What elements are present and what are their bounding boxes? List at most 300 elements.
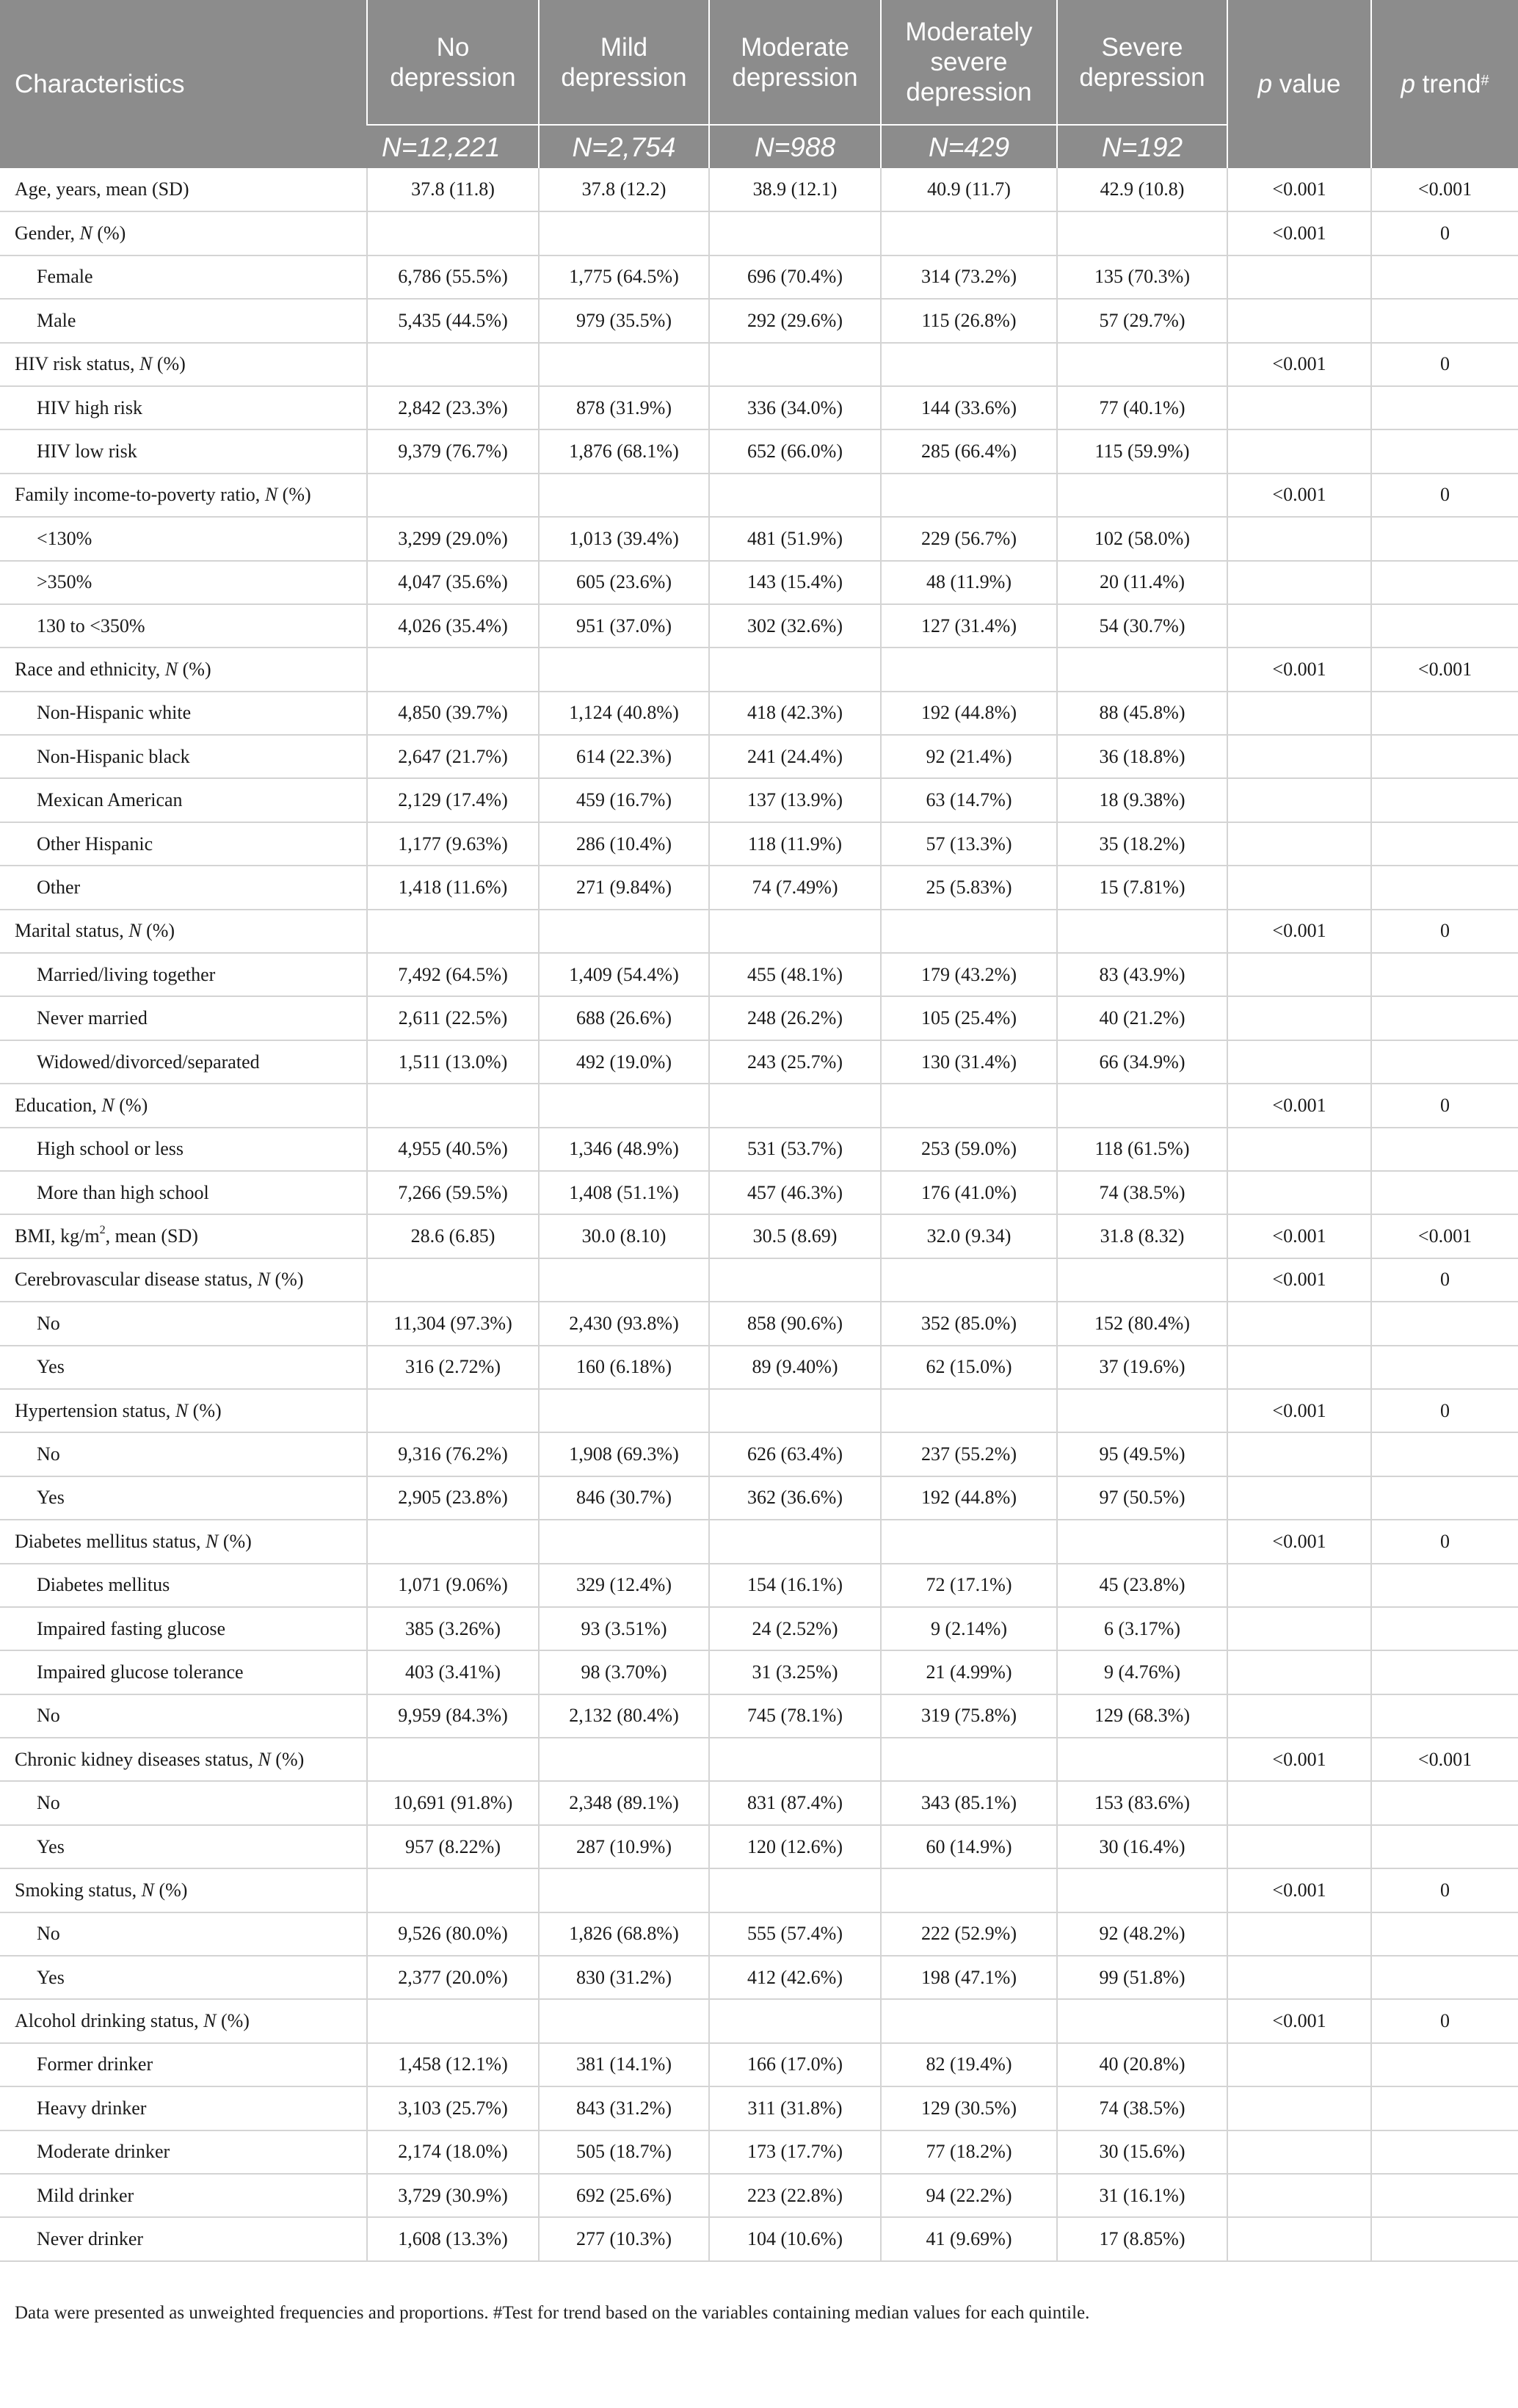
table-cell (1057, 1084, 1227, 1127)
header-row (0, 0, 1518, 125)
table-cell: 40 (20.8%) (1057, 2043, 1227, 2086)
p-value-cell (1227, 1912, 1371, 1956)
table-row-subcategory (0, 1346, 1518, 1389)
header-p-value: p value (1227, 0, 1371, 168)
table-cell: 88 (45.8%) (1057, 692, 1227, 735)
p-trend-cell: 0 (1371, 1868, 1518, 1912)
p-value-cell: <0.001 (1227, 1868, 1371, 1912)
header-line: Moderately (905, 18, 1033, 46)
table-row-subcategory (0, 1912, 1518, 1956)
p-value-cell (1227, 1956, 1371, 1999)
row-label: Impaired glucose tolerance (0, 1650, 367, 1694)
p-trend-cell (1371, 2130, 1518, 2174)
table-cell (1057, 1258, 1227, 1302)
table-cell: 1,418 (11.6%) (367, 866, 539, 909)
table-cell (1057, 474, 1227, 517)
row-label: No (0, 1694, 367, 1738)
table-cell (709, 343, 881, 386)
table-cell (881, 1738, 1057, 1781)
table-cell: 15 (7.81%) (1057, 866, 1227, 909)
row-label: Marital status, N (%) (0, 910, 367, 953)
table-cell: 614 (22.3%) (539, 735, 709, 778)
table-cell (367, 474, 539, 517)
row-label: HIV risk status, N (%) (0, 343, 367, 386)
table-cell: 626 (63.4%) (709, 1432, 881, 1476)
table-cell: 1,458 (12.1%) (367, 2043, 539, 2086)
table-cell: 77 (40.1%) (1057, 386, 1227, 429)
row-label: No (0, 1781, 367, 1824)
table-cell (881, 343, 1057, 386)
table-cell: 455 (48.1%) (709, 953, 881, 996)
table-row-category (0, 1520, 1518, 1563)
table-cell: 154 (16.1%) (709, 1564, 881, 1607)
table-cell: 57 (13.3%) (881, 822, 1057, 866)
table-cell: 20 (11.4%) (1057, 561, 1227, 604)
table-cell: 30 (16.4%) (1057, 1825, 1227, 1868)
table-cell: 38.9 (12.1) (709, 168, 881, 211)
p-value-cell (1227, 866, 1371, 909)
table-cell (539, 648, 709, 691)
table-row-subcategory (0, 1956, 1518, 1999)
table-cell: 2,611 (22.5%) (367, 996, 539, 1040)
table-cell (881, 1389, 1057, 1432)
table-row-subcategory (0, 778, 1518, 822)
table-cell: 144 (33.6%) (881, 386, 1057, 429)
table-cell: 176 (41.0%) (881, 1171, 1057, 1214)
table-cell: 481 (51.9%) (709, 517, 881, 560)
table-row-subcategory (0, 1171, 1518, 1214)
p-value-cell (1227, 1128, 1371, 1171)
table-cell: 36 (18.8%) (1057, 735, 1227, 778)
row-label: Chronic kidney diseases status, N (%) (0, 1738, 367, 1781)
table-cell: 2,430 (93.8%) (539, 1302, 709, 1345)
table-row-subcategory (0, 1128, 1518, 1171)
table-cell (539, 211, 709, 255)
table-row-subcategory (0, 386, 1518, 429)
table-cell: 57 (29.7%) (1057, 299, 1227, 342)
p-trend-cell (1371, 255, 1518, 299)
table-row-subcategory (0, 1302, 1518, 1345)
row-label: HIV high risk (0, 386, 367, 429)
table-cell: 286 (10.4%) (539, 822, 709, 866)
table-cell (367, 1868, 539, 1912)
table-cell: 3,729 (30.9%) (367, 2174, 539, 2217)
table-cell: 153 (83.6%) (1057, 1781, 1227, 1824)
table-row-category (0, 1738, 1518, 1781)
table-row-subcategory (0, 1781, 1518, 1824)
row-label: Other (0, 866, 367, 909)
p-trend-cell: 0 (1371, 211, 1518, 255)
row-label: Never married (0, 996, 367, 1040)
table-cell: 95 (49.5%) (1057, 1432, 1227, 1476)
table-row-subcategory (0, 692, 1518, 735)
header-line: Mild (600, 32, 648, 62)
p-value-cell (1227, 255, 1371, 299)
table-cell: 152 (80.4%) (1057, 1302, 1227, 1345)
table-cell: 316 (2.72%) (367, 1346, 539, 1389)
table-row-subcategory (0, 2217, 1518, 2260)
table-cell: 492 (19.0%) (539, 1040, 709, 1084)
table-row-category (0, 1389, 1518, 1432)
table-cell: 1,408 (51.1%) (539, 1171, 709, 1214)
table-cell (709, 1084, 881, 1127)
p-value-cell (1227, 1607, 1371, 1650)
table-row-subcategory (0, 735, 1518, 778)
table-row-subcategory (0, 2043, 1518, 2086)
p-trend-cell: 0 (1371, 474, 1518, 517)
p-trend-cell (1371, 1825, 1518, 1868)
table-row-category (0, 910, 1518, 953)
p-value-cell: <0.001 (1227, 1258, 1371, 1302)
row-label: Yes (0, 1346, 367, 1389)
table-cell: 531 (53.7%) (709, 1128, 881, 1171)
header-moderately-severe-depression (881, 0, 1057, 125)
p-trend-cell (1371, 1564, 1518, 1607)
header-n-moderately-severe-depression: N=429 (881, 125, 1057, 168)
table-cell (1057, 1389, 1227, 1432)
p-value-cell (1227, 735, 1371, 778)
table-cell: 48 (11.9%) (881, 561, 1057, 604)
p-value-cell (1227, 561, 1371, 604)
header-severe-depression (1057, 0, 1227, 125)
table-cell: 223 (22.8%) (709, 2174, 881, 2217)
table-cell: 105 (25.4%) (881, 996, 1057, 1040)
table-cell: 858 (90.6%) (709, 1302, 881, 1345)
table-cell: 2,905 (23.8%) (367, 1476, 539, 1520)
table-cell: 40 (21.2%) (1057, 996, 1227, 1040)
table-cell: 31 (16.1%) (1057, 2174, 1227, 2217)
table-cell: 6,786 (55.5%) (367, 255, 539, 299)
table-row-subcategory (0, 1825, 1518, 1868)
row-label: No (0, 1432, 367, 1476)
p-value-cell (1227, 2086, 1371, 2130)
table-cell (539, 1389, 709, 1432)
table-cell: 104 (10.6%) (709, 2217, 881, 2260)
table-cell: 45 (23.8%) (1057, 1564, 1227, 1607)
table-cell: 143 (15.4%) (709, 561, 881, 604)
p-value-cell (1227, 517, 1371, 560)
table-cell: 253 (59.0%) (881, 1128, 1057, 1171)
table-header (0, 0, 1518, 168)
p-value-cell: <0.001 (1227, 1389, 1371, 1432)
row-label: Age, years, mean (SD) (0, 168, 367, 211)
table-cell: 37.8 (11.8) (367, 168, 539, 211)
table-cell (367, 1084, 539, 1127)
p-trend-cell: 0 (1371, 910, 1518, 953)
p-trend-cell (1371, 604, 1518, 648)
table-row-subcategory (0, 429, 1518, 473)
table-cell (1057, 343, 1227, 386)
table-cell (881, 1520, 1057, 1563)
p-trend-cell: 0 (1371, 1258, 1518, 1302)
table-cell (539, 343, 709, 386)
table-row-category (0, 168, 1518, 211)
table-cell: 37.8 (12.2) (539, 168, 709, 211)
p-value-cell (1227, 604, 1371, 648)
p-value-cell: <0.001 (1227, 474, 1371, 517)
table-cell: 77 (18.2%) (881, 2130, 1057, 2174)
table-cell (367, 910, 539, 953)
table-cell (1057, 1999, 1227, 2042)
p-trend-cell (1371, 822, 1518, 866)
row-label: Widowed/divorced/separated (0, 1040, 367, 1084)
p-trend-cell: <0.001 (1371, 1738, 1518, 1781)
table-cell: 92 (48.2%) (1057, 1912, 1227, 1956)
header-line: depression (1079, 62, 1205, 92)
table-row-subcategory (0, 953, 1518, 996)
row-label: Race and ethnicity, N (%) (0, 648, 367, 691)
row-label: Male (0, 299, 367, 342)
table-cell: 229 (56.7%) (881, 517, 1057, 560)
p-trend-cell (1371, 1476, 1518, 1520)
table-cell (709, 1738, 881, 1781)
row-label: Non-Hispanic white (0, 692, 367, 735)
table-cell (881, 1084, 1057, 1127)
table-cell: 688 (26.6%) (539, 996, 709, 1040)
table-cell: 135 (70.3%) (1057, 255, 1227, 299)
table-cell: 198 (47.1%) (881, 1956, 1057, 1999)
table-row-subcategory (0, 1564, 1518, 1607)
p-trend-cell (1371, 2217, 1518, 2260)
table-cell: 25 (5.83%) (881, 866, 1057, 909)
header-p-trend: p trend# (1371, 0, 1518, 168)
table-cell: 30.0 (8.10) (539, 1214, 709, 1258)
table-cell: 179 (43.2%) (881, 953, 1057, 996)
row-label: No (0, 1302, 367, 1345)
table-cell: 2,348 (89.1%) (539, 1781, 709, 1824)
table-cell (367, 1738, 539, 1781)
table-cell: 2,377 (20.0%) (367, 1956, 539, 1999)
p-value-cell (1227, 2217, 1371, 2260)
table-row-category (0, 1868, 1518, 1912)
table-cell (367, 343, 539, 386)
table-cell: 336 (34.0%) (709, 386, 881, 429)
row-label: Family income-to-poverty ratio, N (%) (0, 474, 367, 517)
table-cell: 457 (46.3%) (709, 1171, 881, 1214)
p-value-cell: <0.001 (1227, 168, 1371, 211)
header-line: severe (930, 48, 1008, 76)
p-value-cell (1227, 2130, 1371, 2174)
table-cell (709, 1389, 881, 1432)
table-cell (539, 1084, 709, 1127)
p-value-cell: <0.001 (1227, 1738, 1371, 1781)
table-cell (1057, 1868, 1227, 1912)
table-cell (709, 648, 881, 691)
p-value-cell (1227, 1346, 1371, 1389)
row-label: Moderate drinker (0, 2130, 367, 2174)
row-label: Hypertension status, N (%) (0, 1389, 367, 1432)
table-cell: 878 (31.9%) (539, 386, 709, 429)
p-trend-cell: 0 (1371, 1520, 1518, 1563)
table-cell: 130 (31.4%) (881, 1040, 1057, 1084)
p-trend-cell: <0.001 (1371, 168, 1518, 211)
p-trend-cell: 0 (1371, 343, 1518, 386)
table-cell: 35 (18.2%) (1057, 822, 1227, 866)
table-cell: 343 (85.1%) (881, 1781, 1057, 1824)
p-trend-cell (1371, 1694, 1518, 1738)
p-trend-cell (1371, 1432, 1518, 1476)
table-row-subcategory (0, 996, 1518, 1040)
p-trend-cell (1371, 1302, 1518, 1345)
table-cell: 83 (43.9%) (1057, 953, 1227, 996)
table-cell: 74 (38.5%) (1057, 1171, 1227, 1214)
table-cell: 31 (3.25%) (709, 1650, 881, 1694)
table-cell: 302 (32.6%) (709, 604, 881, 648)
header-line: depression (561, 62, 687, 92)
table-cell: 459 (16.7%) (539, 778, 709, 822)
row-label: Other Hispanic (0, 822, 367, 866)
table-cell: 329 (12.4%) (539, 1564, 709, 1607)
header-n-moderate-depression: N=988 (709, 125, 881, 168)
table-cell (881, 1868, 1057, 1912)
table-cell: 2,842 (23.3%) (367, 386, 539, 429)
table-cell (709, 1520, 881, 1563)
table-cell: 555 (57.4%) (709, 1912, 881, 1956)
header-line: depression (906, 78, 1032, 106)
table-cell: 120 (12.6%) (709, 1825, 881, 1868)
row-label: Former drinker (0, 2043, 367, 2086)
table-cell: 9 (2.14%) (881, 1607, 1057, 1650)
p-value-cell: <0.001 (1227, 1520, 1371, 1563)
p-trend-cell (1371, 1607, 1518, 1650)
p-value-cell (1227, 2174, 1371, 2217)
p-value-cell: <0.001 (1227, 910, 1371, 953)
table-cell: 24 (2.52%) (709, 1607, 881, 1650)
p-value-cell (1227, 429, 1371, 473)
table-cell: 352 (85.0%) (881, 1302, 1057, 1345)
table-cell: 311 (31.8%) (709, 2086, 881, 2130)
table-cell: 54 (30.7%) (1057, 604, 1227, 648)
row-label: 130 to <350% (0, 604, 367, 648)
table-row-category (0, 1258, 1518, 1302)
table-row-subcategory (0, 2130, 1518, 2174)
header-moderate-depression (709, 0, 881, 125)
table-cell: 319 (75.8%) (881, 1694, 1057, 1738)
p-trend-cell (1371, 429, 1518, 473)
p-value-cell: <0.001 (1227, 343, 1371, 386)
p-trend-cell (1371, 1346, 1518, 1389)
table-cell (881, 1999, 1057, 2042)
table-cell (367, 211, 539, 255)
row-label: Yes (0, 1956, 367, 1999)
table-cell: 127 (31.4%) (881, 604, 1057, 648)
table-cell (539, 1999, 709, 2042)
table-cell: 1,876 (68.1%) (539, 429, 709, 473)
p-trend-cell: <0.001 (1371, 1214, 1518, 1258)
p-trend-cell (1371, 1040, 1518, 1084)
table-cell (539, 910, 709, 953)
table-body (0, 168, 1518, 2261)
table-row-subcategory (0, 2086, 1518, 2130)
table-cell: 846 (30.7%) (539, 1476, 709, 1520)
table-cell: 1,013 (39.4%) (539, 517, 709, 560)
table-cell: 30 (15.6%) (1057, 2130, 1227, 2174)
table-cell: 89 (9.40%) (709, 1346, 881, 1389)
table-cell: 831 (87.4%) (709, 1781, 881, 1824)
table-row-subcategory (0, 2174, 1518, 2217)
p-value-cell (1227, 1564, 1371, 1607)
p-value-cell (1227, 996, 1371, 1040)
p-value-cell (1227, 1302, 1371, 1345)
table-cell: 385 (3.26%) (367, 1607, 539, 1650)
row-label: Yes (0, 1825, 367, 1868)
table-cell: 17 (8.85%) (1057, 2217, 1227, 2260)
table-cell: 4,955 (40.5%) (367, 1128, 539, 1171)
table-cell: 3,299 (29.0%) (367, 517, 539, 560)
p-value-cell: <0.001 (1227, 1084, 1371, 1127)
table-cell (539, 1738, 709, 1781)
table-cell: 173 (17.7%) (709, 2130, 881, 2174)
table-cell: 979 (35.5%) (539, 299, 709, 342)
table-row-subcategory (0, 299, 1518, 342)
p-trend-cell (1371, 1912, 1518, 1956)
table-row-subcategory (0, 822, 1518, 866)
table-cell: 412 (42.6%) (709, 1956, 881, 1999)
p-trend-cell (1371, 386, 1518, 429)
header-no-depression (367, 0, 539, 125)
table-cell: 4,047 (35.6%) (367, 561, 539, 604)
table-cell: 4,026 (35.4%) (367, 604, 539, 648)
table-cell: 10,691 (91.8%) (367, 1781, 539, 1824)
row-label: No (0, 1912, 367, 1956)
row-label: Diabetes mellitus (0, 1564, 367, 1607)
row-label: Non-Hispanic black (0, 735, 367, 778)
table-cell: 951 (37.0%) (539, 604, 709, 648)
table-cell: 72 (17.1%) (881, 1564, 1057, 1607)
p-trend-cell (1371, 1650, 1518, 1694)
table-cell (367, 1389, 539, 1432)
p-trend-cell (1371, 2043, 1518, 2086)
table-cell (539, 474, 709, 517)
table-cell: 241 (24.4%) (709, 735, 881, 778)
p-value-cell (1227, 1476, 1371, 1520)
header-line: depression (390, 62, 516, 92)
table-cell: 292 (29.6%) (709, 299, 881, 342)
table-row-category (0, 1214, 1518, 1258)
table-cell: 5,435 (44.5%) (367, 299, 539, 342)
row-label: Smoking status, N (%) (0, 1868, 367, 1912)
table-cell (539, 1868, 709, 1912)
table-cell: 160 (6.18%) (539, 1346, 709, 1389)
p-trend-cell (1371, 561, 1518, 604)
table-cell: 41 (9.69%) (881, 2217, 1057, 2260)
table-cell: 285 (66.4%) (881, 429, 1057, 473)
table-cell: 40.9 (11.7) (881, 168, 1057, 211)
p-value-cell (1227, 1171, 1371, 1214)
table-cell: 97 (50.5%) (1057, 1476, 1227, 1520)
header-characteristics: Characteristics (0, 0, 367, 168)
table-row-subcategory (0, 1650, 1518, 1694)
row-label: Female (0, 255, 367, 299)
table-cell: 118 (11.9%) (709, 822, 881, 866)
table-cell: 192 (44.8%) (881, 692, 1057, 735)
table-cell: 418 (42.3%) (709, 692, 881, 735)
table-cell: 66 (34.9%) (1057, 1040, 1227, 1084)
table-cell: 192 (44.8%) (881, 1476, 1057, 1520)
table-cell: 1,346 (48.9%) (539, 1128, 709, 1171)
table-row-category (0, 1999, 1518, 2042)
p-value-cell (1227, 1825, 1371, 1868)
p-value-cell (1227, 953, 1371, 996)
p-value-cell (1227, 692, 1371, 735)
table-cell (539, 1258, 709, 1302)
table-cell: 248 (26.2%) (709, 996, 881, 1040)
table-cell: 30.5 (8.69) (709, 1214, 881, 1258)
table-cell: 42.9 (10.8) (1057, 168, 1227, 211)
table-cell (1057, 1520, 1227, 1563)
table-row-subcategory (0, 255, 1518, 299)
row-label: HIV low risk (0, 429, 367, 473)
